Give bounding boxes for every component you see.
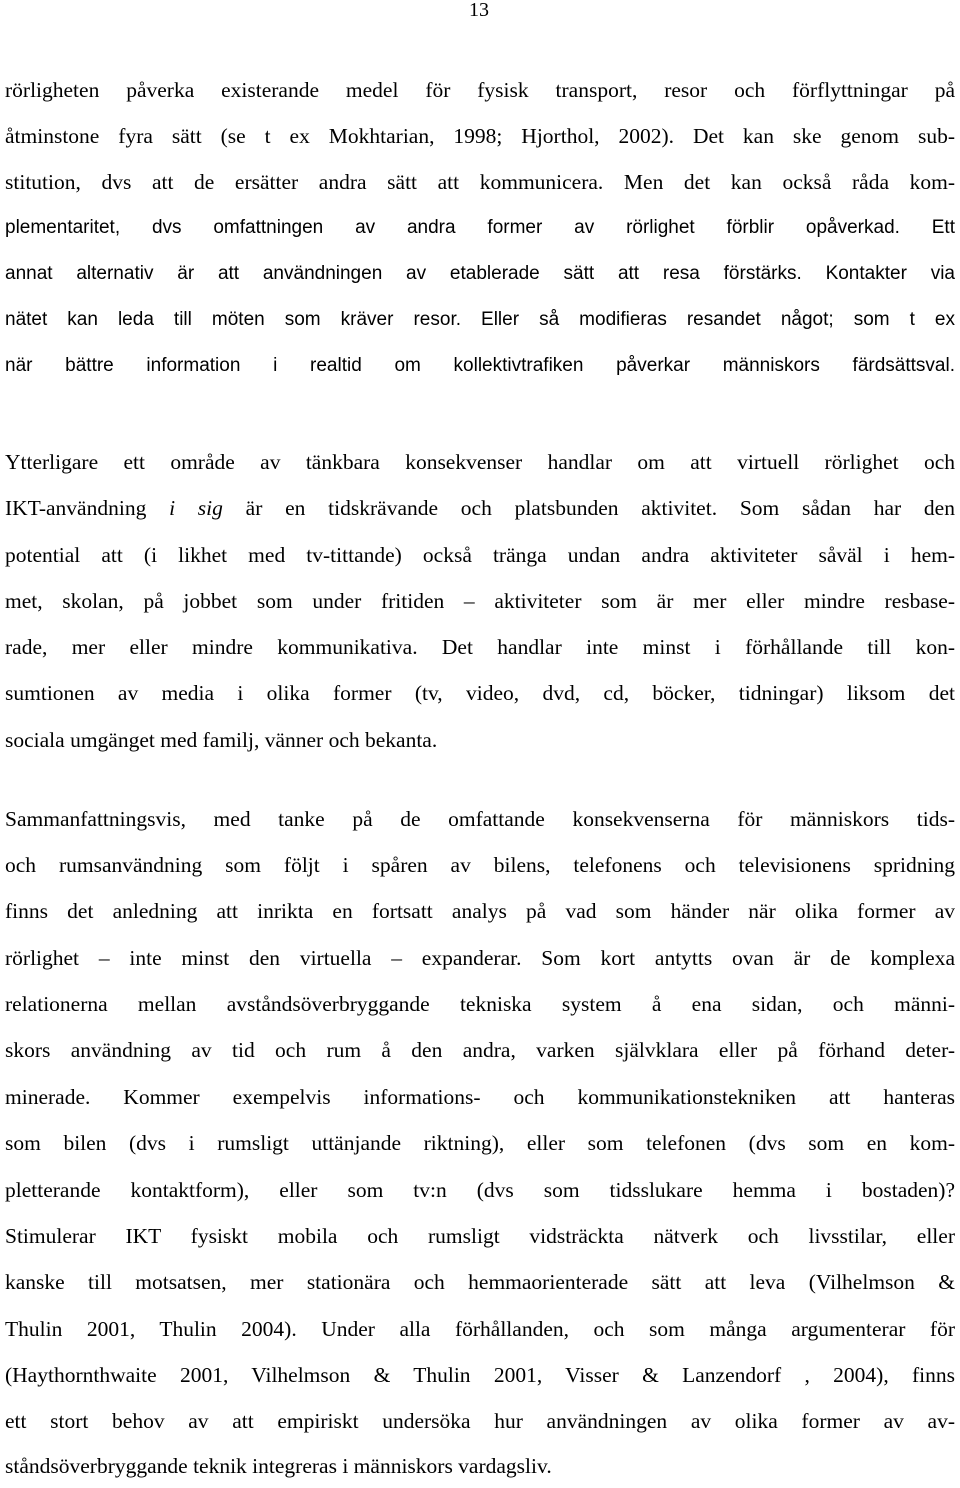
text-line: ett stort behov av att empiriskt undersöka hur användningen av olika former av av- (5, 1409, 955, 1433)
text-line: Stimulerar IKT fysiskt mobila och rumsligt vidsträckta nätverk och livsstilar, eller (5, 1224, 955, 1248)
text-line: och rumsanvändning som följt i spåren av bilens, telefonens och televisionens spridning (5, 853, 955, 877)
text-line: met, skolan, på jobbet som under fritiden – aktiviteter som är mer eller mindre resbase- (5, 589, 955, 613)
text-segment: är en tidskrävande och platsbunden aktivitet. Som sådan har den (222, 496, 955, 520)
text-line: pletterande kontaktform), eller som tv:n (dvs som tidsslukare hemma i bostaden)? (5, 1178, 955, 1202)
text-line (5, 488, 955, 528)
text-line: rörligheten påverka existerande medel för fysisk transport, resor och förflyttningar på (5, 78, 955, 102)
text-line: åtminstone fyra sätt (se t ex Mokhtarian, 1998; Hjorthol, 2002). Det kan ske genom sub- (5, 124, 955, 148)
text-line: rade, mer eller mindre kommunikativa. Det handlar inte minst i förhållande till kon- (5, 635, 955, 659)
italic-term: i sig (169, 496, 223, 520)
text-line: annat alternativ är att användningen av etablerade sätt att resa förstärks. Kontakter via (5, 263, 955, 284)
text-line: när bättre information i realtid om kollektivtrafiken påverkar människors färdsättsval. (5, 355, 955, 376)
page-number: 13 (469, 0, 489, 21)
text-line: (Haythornthwaite 2001, Vilhelmson & Thulin 2001, Visser & Lanzendorf , 2004), finns (5, 1363, 955, 1387)
text-line: Thulin 2001, Thulin 2004). Under alla förhållanden, och som många argumenterar för (5, 1317, 955, 1341)
text-line: plementaritet, dvs omfattningen av andra former av rörlighet förblir opåverkad. Ett (5, 217, 955, 238)
text-line: potential att (i likhet med tv-tittande) också tränga undan andra aktiviteter såväl i hem- (5, 543, 955, 567)
text-line: som bilen (dvs i rumsligt uttänjande riktning), eller som telefonen (dvs som en kom- (5, 1131, 955, 1155)
text-line: stitution, dvs att de ersätter andra sätt att kommunicera. Men det kan också råda kom- (5, 170, 955, 194)
text-line: skors användning av tid och rum å den andra, varken självklara eller på förhand deter- (5, 1038, 955, 1062)
text-line: sociala umgänget med familj, vänner och bekanta. (5, 728, 438, 752)
text-line: rörlighet – inte minst den virtuella – expanderar. Som kort antytts ovan är de komplexa (5, 946, 955, 970)
text-line: minerade. Kommer exempelvis informations- och kommunikationstekniken att hanteras (5, 1085, 955, 1109)
text-line: sumtionen av media i olika former (tv, video, dvd, cd, böcker, tidningar) liksom det (5, 681, 955, 705)
text-line: kanske till motsatsen, mer stationära och hemmaorienterade sätt att leva (Vilhelmson & (5, 1270, 955, 1294)
text-line: nätet kan leda till möten som kräver resor. Eller så modifieras resandet något; som t ex (5, 309, 955, 330)
text-line: Ytterligare ett område av tänkbara konsekvenser handlar om att virtuell rörlighet och (5, 450, 955, 474)
text-line: relationerna mellan avståndsöverbryggande tekniska system å ena sidan, och männi- (5, 992, 955, 1016)
text-line: ståndsöverbryggande teknik integreras i människors vardagsliv. (5, 1454, 552, 1478)
text-segment: IKT-användning (5, 496, 170, 520)
text-line: finns det anledning att inrikta en fortsatt analys på vad som händer när olika former av (5, 899, 955, 923)
text-line: Sammanfattningsvis, med tanke på de omfattande konsekvenserna för människors tids- (5, 807, 955, 831)
